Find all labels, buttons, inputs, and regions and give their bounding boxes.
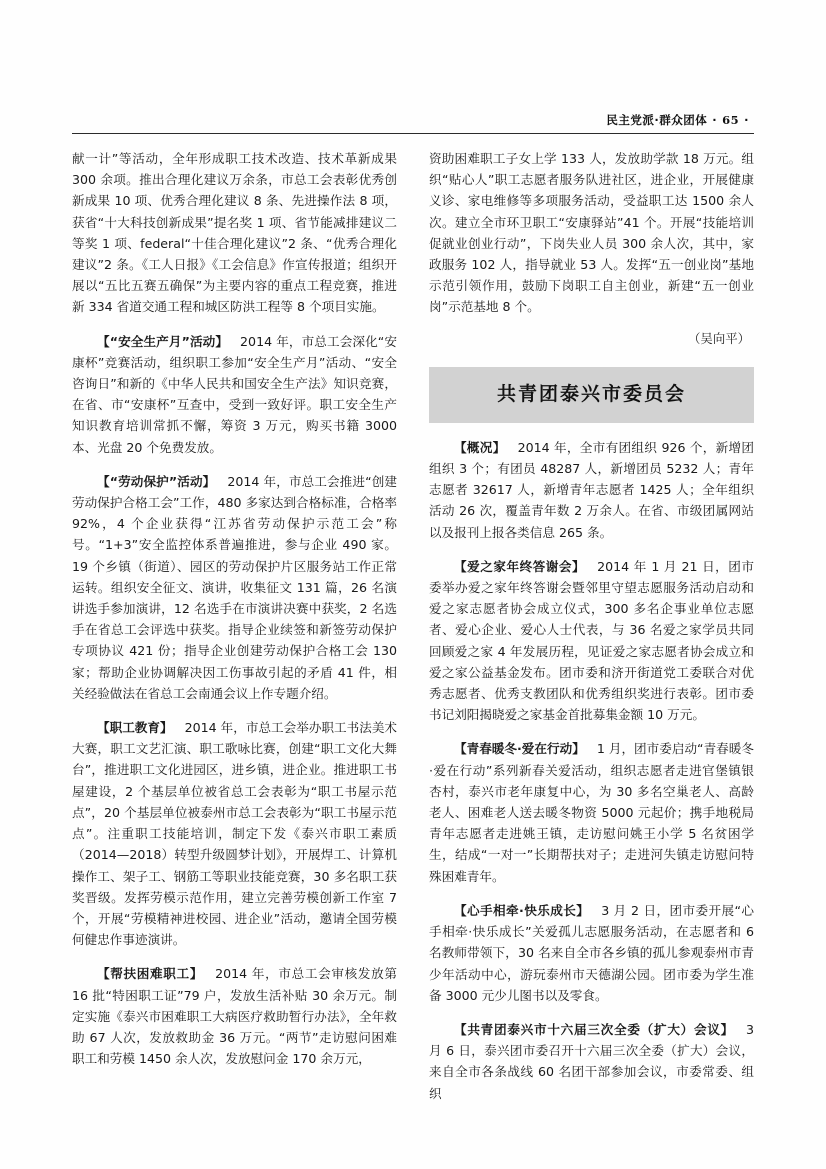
running-head-title: 民主党派·群众团体	[606, 113, 708, 127]
para-overview-text: 2014 年，全市有团组织 926 个，新增团组织 3 个；有团员 48287 人，新增团员 5232 人；青年志愿者 32617 人，新增青年志愿者 1425 人；全年组织活动 26 次，覆盖青年数 2 万余人。在省、市级团属网站以及报刊上报各类信息 265 条。	[429, 439, 755, 540]
para-16th-committee-meeting	[429, 1019, 754, 1104]
para-worker-education-label: 【职工教育】	[97, 720, 173, 736]
para-love-home-thanks	[429, 556, 754, 726]
para-hand-in-hand-label: 【心手相牵·快乐成长】	[454, 902, 590, 918]
para-spring-warm-winter-text: 1 月，团市委启动“青春暖冬·爱在行动”系列新春关爱活动，组织志愿者走进官堡镇银杏村，泰兴市老年康复中心，为 30 多名空巢老人、高龄老人、困难老人送去暖冬物资 5000 元起价；携手地税局青年志愿者走进姚王镇，走访慰问姚王小学 5 名贫困学生，结成“一对一”长期帮扶对子；走进河失镇走访慰问特殊困难青年。	[429, 741, 754, 884]
para-love-home-thanks-text: 2014 年 1 月 21 日，团市委举办爱之家年终答谢会暨邻里守望志愿服务活动启动和爱之家志愿者协会成立仪式，300 多名企事业单位志愿者、爱心企业、爱心人士代表，与 36 名爱之家学员共同回顾爱之家 4 年发展历程，见证爱之家志愿者协会成立和爱之家公益基金发布。团市委和济开街道党工委联合对优秀志愿者、优秀支教团队和优秀组织奖进行表彰。团市委书记刘阳揭晓爱之家基金首批募集金额 10 万元。	[429, 558, 755, 723]
para-overview	[429, 437, 754, 543]
para-right-continuation-text: 资助困难职工子女上学 133 人，发放助学款 18 万元。组织“贴心人”职工志愿者服务队进社区，进企业，开展健康义诊、家电维修等多项服务活动，受益职工达 1500 余人次。建立全市环卫职工“安康驿站”41 个。开展“技能培训促就业创业行动”，下岗失业人员 300 余人次，其中，家政服务 102 人，指导就业 53 人。发挥“五一创业岗”基地示范引领作用，鼓励下岗职工自主创业，新建“五一创业岗”示范基地 8 个。	[429, 151, 754, 315]
para-spring-warm-winter-label: 【青春暖冬·爱在行动】	[454, 741, 585, 757]
para-right-continuation	[429, 148, 754, 318]
para-safety-month	[72, 331, 397, 458]
running-head	[606, 112, 754, 128]
section-signature: （吴向平）	[688, 330, 750, 346]
column-right	[429, 148, 754, 1104]
para-worker-education-text: 2014 年，市总工会举办职工书法美术大赛，职工文艺汇演、职工歌咏比赛，创建“职工文化大舞台”，推进职工文化进园区，进乡镇，进企业。推进职工书屋建设，2 个基层单位被省总工会表彰为“职工书屋示范点”，20 个基层单位被泰州市总工会表彰为“职工书屋示范点”。注重职工技能培训，制定下发《泰兴市职工素质（2014—2018）转型升级圆梦计划》，开展焊工、计算机操作工、架子工、钢筋工等职业技能竞赛，30 多名职工获奖晋级。发挥劳模示范作用，建立完善劳模创新工作室 7 个，开展“劳模精神进校园、进企业”活动，邀请全国劳模何健忠作事迹演讲。	[72, 720, 398, 948]
para-hand-in-hand	[429, 900, 754, 1006]
header-rule	[72, 133, 754, 134]
para-labor-protection-text: 2014 年，市总工会推进“创建劳动保护合格工会”工作，480 多家达到合格标准，合格率 92%，4 个企业获得“江苏省劳动保护示范工会”称号。“1+3”安全监控体系普遍推进，参与企业 490 家。19 个乡镇（街道）、园区的劳动保护片区服务站工作正常运转。组织安全征文、演讲，收集征文 131 篇，26 名演讲选手参加演讲，12 名选手在市演讲决赛中获奖，2 名选手在省总工会评选中获奖。指导企业续签和新签劳动保护专项协议 421 份；指导企业创建劳动保护合格工会 130 家；帮助企业协调解决因工伤事故引起的矛盾 41 件，相关经验做法在省总工会南通会议上作专题介绍。	[72, 473, 397, 701]
para-help-workers-label: 【帮扶困难职工】	[97, 966, 204, 982]
para-worker-education	[72, 717, 397, 950]
para-love-home-thanks-label: 【爱之家年终答谢会】	[454, 558, 586, 574]
para-safety-month-label: 【“安全生产月”活动】	[97, 333, 229, 349]
running-head-dot: ·	[712, 113, 718, 127]
para-help-workers	[72, 963, 397, 1069]
column-left	[72, 148, 397, 1069]
para-labor-protection-label: 【“劳动保护”活动】	[97, 473, 216, 489]
page-number: 65	[722, 113, 740, 127]
para-help-workers-text: 2014 年，市总工会审核发放第 16 批“特困职工证”79 户，发放生活补贴 30 余万元。制定实施《泰兴市困难职工大病医疗救助暂行办法》，全年救助 67 人次，发放救助金 36 万元。“两节”走访慰问困难职工和劳模 1450 余人次，发放慰问金 170 余万元，	[72, 966, 398, 1067]
para-safety-month-text: 2014 年，市总工会深化“安康杯”竞赛活动，组织职工参加“安全生产月”活动、“安全咨询日”和新的《中华人民共和国安全生产法》知识竞赛，在省、市“安康杯”互查中，受到一致好评。职工安全生产知识教育培训常抓不懈，筹资 3 万元，购买书籍 3000 本、光盘 20 个免费发放。	[72, 333, 398, 455]
para-16th-committee-meeting-text: 3 月 6 日，泰兴团市委召开十六届三次全委（扩大）会议，来自全市各条战线 60 名团干部参加会议，市委常委、组织	[429, 1021, 754, 1101]
para-labor-protection	[72, 471, 397, 704]
para-continuation	[72, 148, 397, 318]
para-hand-in-hand-text: 3 月 2 日，团市委开展“心手相牵·快乐成长”关爱孤儿志愿服务活动，在志愿者和 6 名教师带领下，30 名来自全市各乡镇的孤儿参观泰州市青少年活动中心，游玩泰州市天德湖公园。团市委为学生准备 3000 元少儿图书以及零食。	[429, 902, 754, 1003]
para-overview-label: 【概况】	[454, 439, 506, 455]
running-head-dot-2: ·	[744, 113, 749, 127]
section-banner-title: 共青团泰兴市委员会	[496, 383, 686, 406]
para-16th-committee-meeting-label: 【共青团泰兴市十六届三次全委（扩大）会议】	[454, 1021, 734, 1037]
para-spring-warm-winter	[429, 738, 754, 886]
para-continuation-text: 献一计”等活动，全年形成职工技术改造、技术革新成果 300 余项。推出合理化建议万余条，市总工会表彰优秀创新成果 10 项、优秀合理化建议 8 条、先进操作法 8 项，获省“十大科技创新成果”提名奖 1 项、省节能减排建议二等奖 1 项、federal“十佳合理化建议”2 条、“优秀合理化建议”2 条。《工人日报》《工会信息》作宣传报道；组织开展以“五比五赛五确保”为主要内容的重点工程竞赛，推进新 334 省道交通工程和城区防洪工程等 8 个项目实施。	[72, 151, 397, 315]
section-banner	[429, 367, 754, 423]
